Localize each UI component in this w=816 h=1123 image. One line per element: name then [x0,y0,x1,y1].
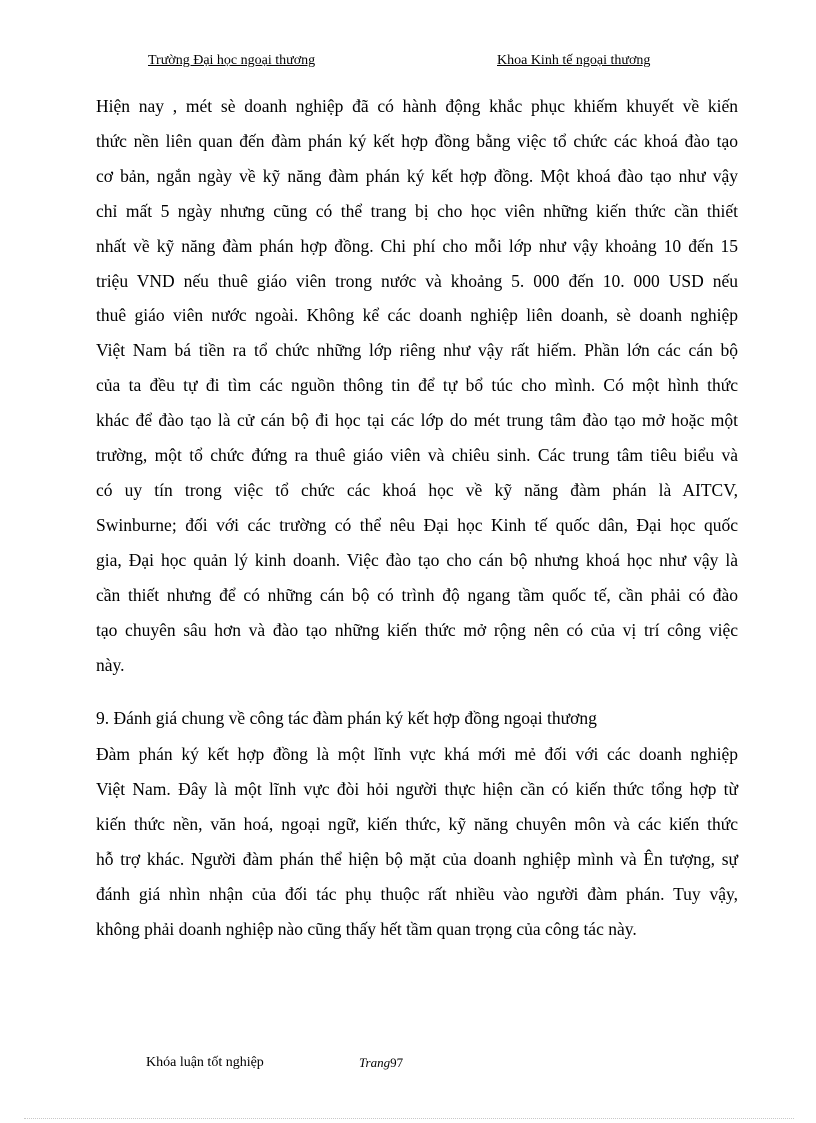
text-line: Swinburne; đối với các trường có thể nêu Đại học Kinh tế quốc dân, Đại học quốc [96,514,738,535]
footer-page-label: Trang [359,1055,391,1070]
text-line: kiến thức nền, văn hoá, ngoại ngữ, kiến thức, kỹ năng chuyên môn và các kiến thức [96,813,738,834]
text-line: thức nền liên quan đến đàm phán ký kết hợp đồng bằng việc tổ chức các khoá đào tạo [96,130,738,151]
footer-thesis-label: Khóa luận tốt nghiệp [146,1055,264,1070]
text-line: Việt Nam bá tiền ra tổ chức những lớp riêng như vậy rất hiếm. Phần lớn các cán bộ [96,340,738,361]
footer-page [359,1055,403,1071]
text-line: trường, một tổ chức đứng ra thuê giáo viên và chiêu sinh. Các trung tâm tiêu biểu và [96,445,738,466]
text-line: chỉ mất 5 ngày nhưng cũng có thể trang bị cho học viên những kiến thức cần thiết [96,200,738,221]
header-school-name: Trường Đại học ngoại thương [148,53,316,68]
text-line: này. [96,654,125,675]
text-line: Việt Nam. Đây là một lĩnh vực đòi hỏi người thực hiện cần có kiến thức tổng hợp từ [96,778,738,799]
section-heading: 9. Đánh giá chung về công tác đàm phán ký kết hợp đồng ngoại thương [96,708,597,728]
text-line: khác để đào tạo là cử cán bộ đi học tại các lớp do mét trung tâm đào tạo mở hoặc một [96,410,738,431]
text-line: không phải doanh nghiệp nào cũng thấy hết tầm quan trọng của công tác này. [96,918,637,939]
header-faculty-name: Khoa Kinh tế ngoại thương [497,53,651,68]
text-line: nhất về kỹ năng đàm phán hợp đồng. Chi phí cho mỗi lớp như vậy khoảng 10 đến 15 [96,235,738,256]
footer-page-number: 97 [390,1055,404,1070]
text-line: thuê giáo viên nước ngoài. Không kể các doanh nghiệp liên doanh, sè doanh nghiệp [96,305,738,326]
text-line: hỗ trợ khác. Người đàm phán thể hiện bộ mặt của doanh nghiệp mình và Ên tượng, sự [96,848,738,869]
text-line: Đàm phán ký kết hợp đồng là một lĩnh vực khá mới mẻ đối với các doanh nghiệp [96,744,738,764]
text-line: tạo chuyên sâu hơn và đào tạo những kiến thức mở rộng nên có của vị trí công việc [96,619,738,640]
text-line: cơ bản, ngắn ngày về kỹ năng đàm phán ký kết hợp đồng. Một khoá đào tạo như vậy [96,165,738,186]
text-line: cần thiết nhưng để có những cán bộ có trình độ ngang tầm quốc tế, cần phải có đào [96,584,738,605]
text-line: gia, Đại học quản lý kinh doanh. Việc đào tạo cho cán bộ nhưng khoá học như vậy là [96,549,738,570]
paragraph-assessment [96,737,738,946]
paragraph-training [96,89,738,682]
text-line: có uy tín trong việc tổ chức các khoá học về kỹ năng đàm phán là AITCV, [96,479,738,500]
text-line: Hiện nay , mét sè doanh nghiệp đã có hành động khắc phục khiếm khuyết về kiến [96,96,738,116]
text-line: đánh giá nhìn nhận của đối tác phụ thuộc rất nhiều vào người đàm phán. Tuy vậy, [96,883,738,904]
text-line: triệu VND nếu thuê giáo viên trong nước và khoảng 5. 000 đến 10. 000 USD nếu [96,270,738,291]
text-line: của ta đều tự đi tìm các nguồn thông tin để tự bổ túc cho mình. Có một hình thức [96,375,738,396]
page-bottom-divider [24,1118,794,1119]
